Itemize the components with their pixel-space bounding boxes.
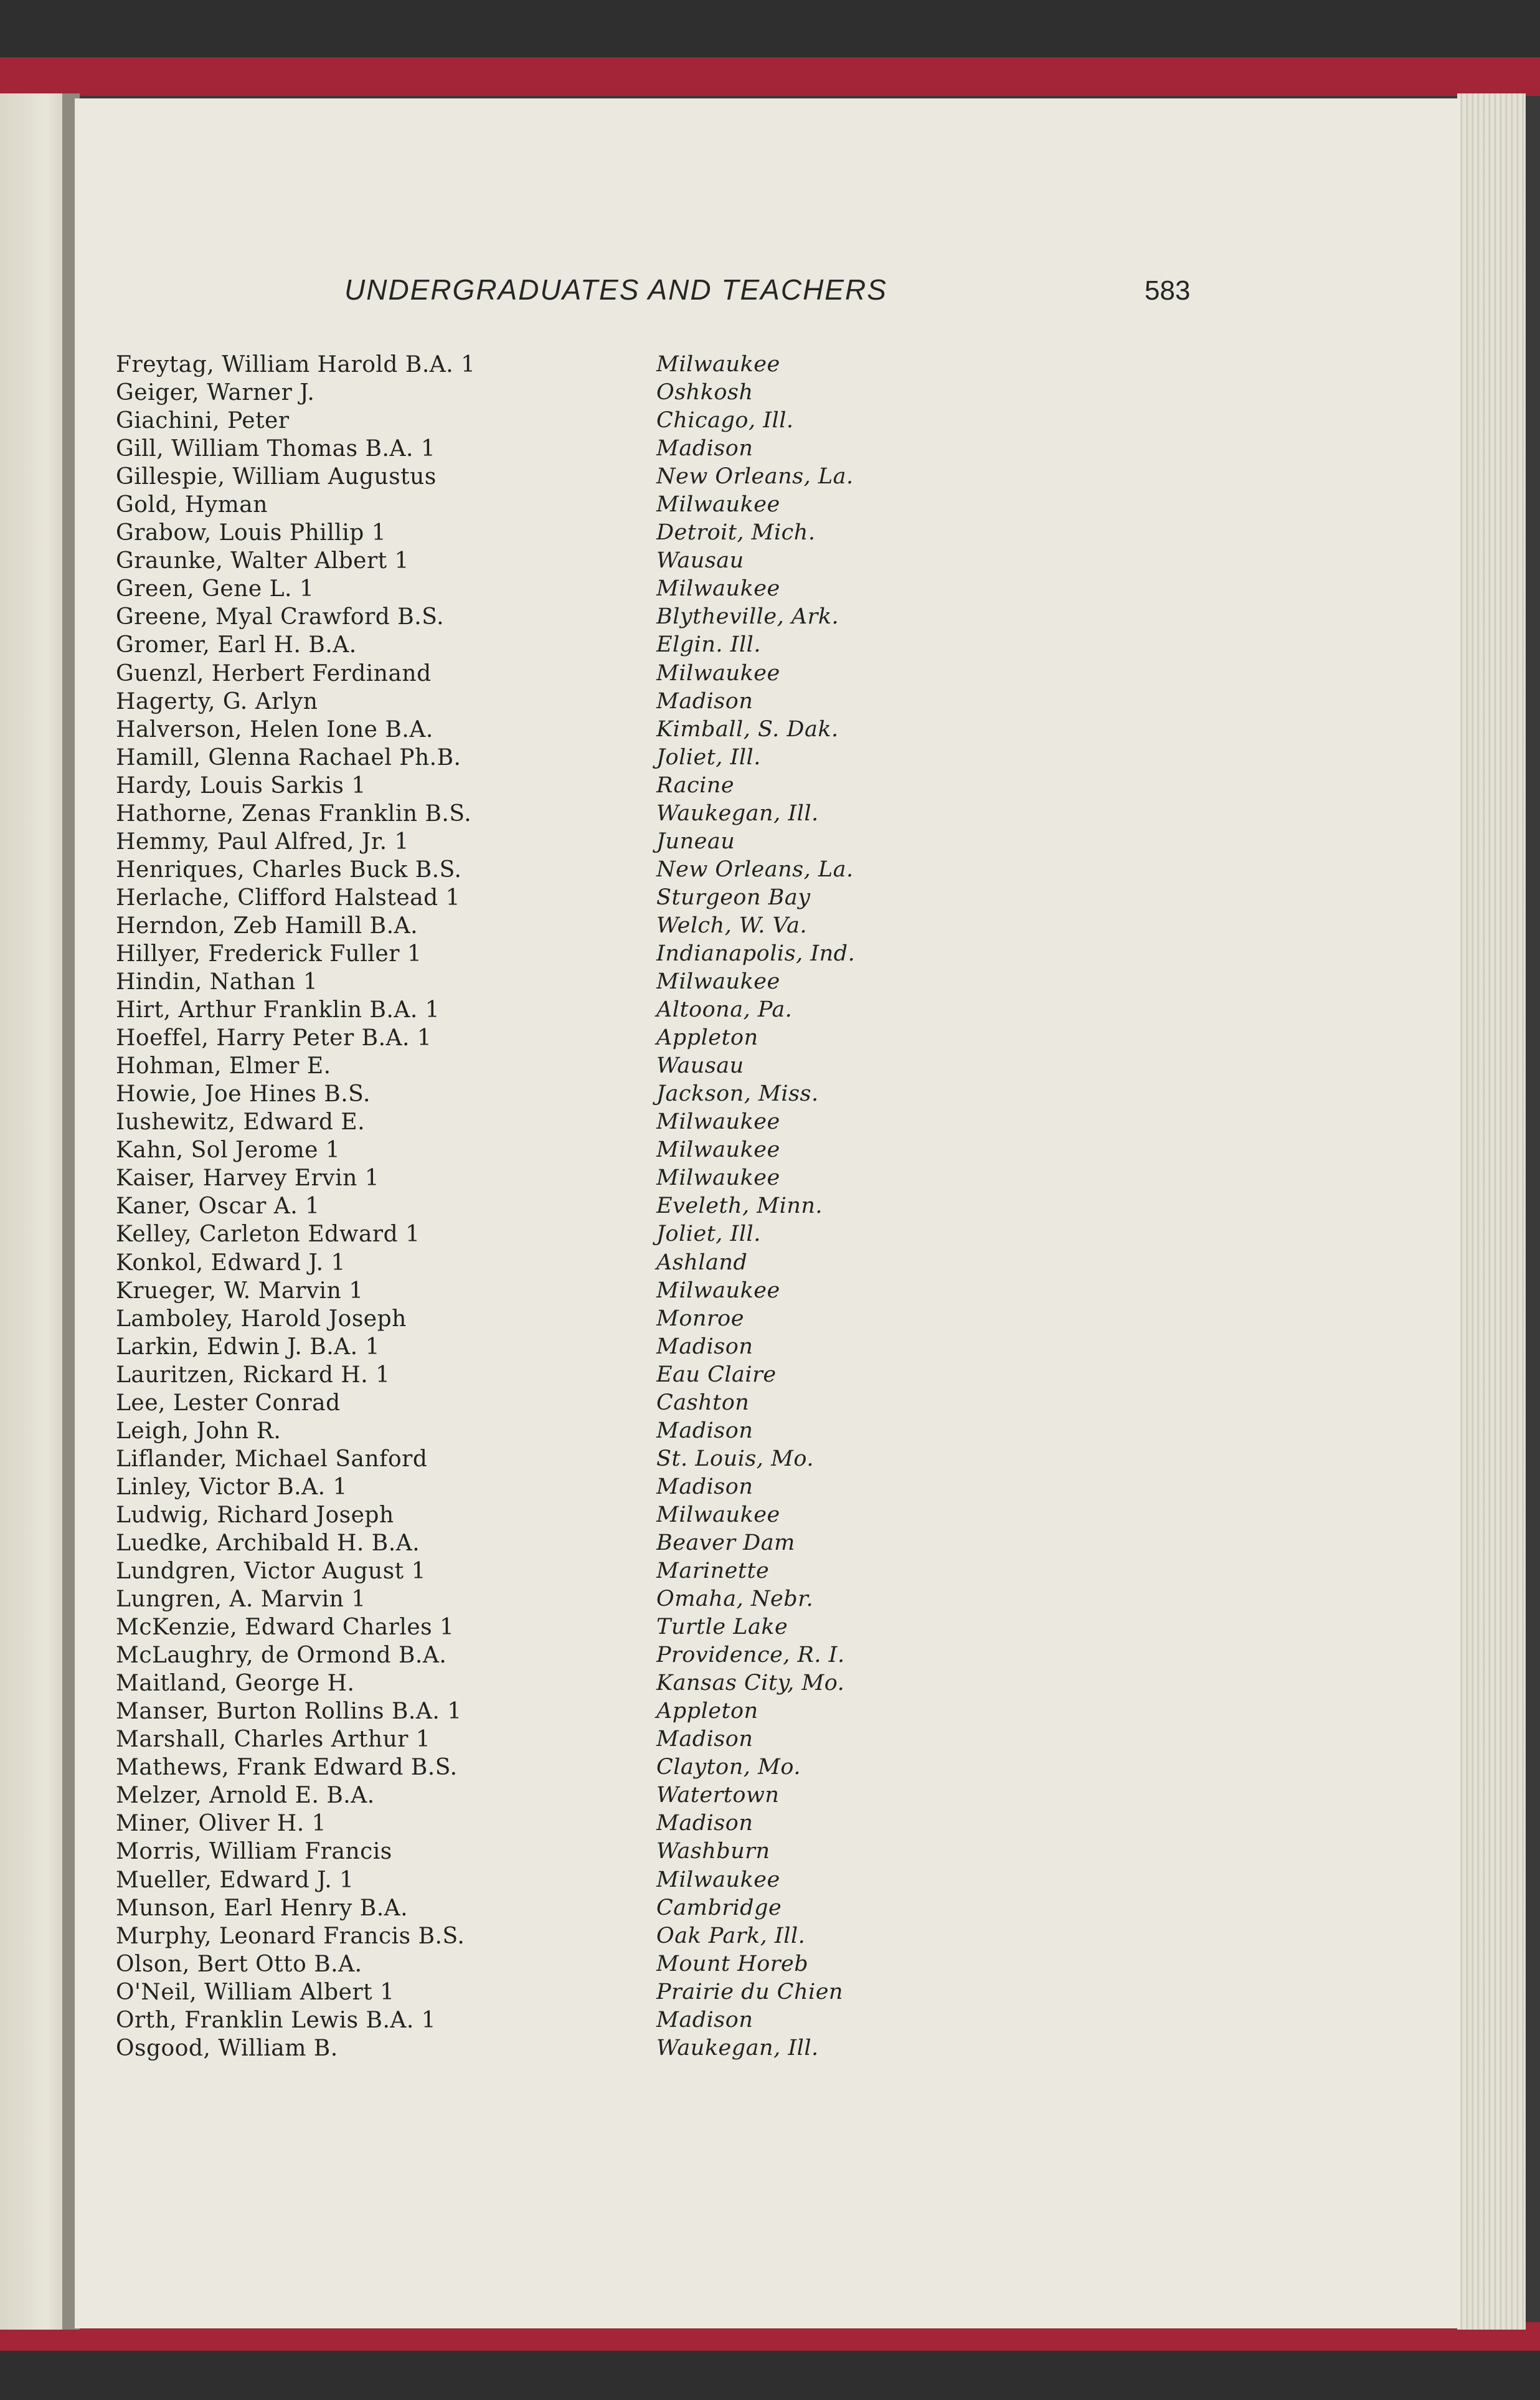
background-bottom [0, 2344, 1540, 2400]
entry-place: St. Louis, Mo. [656, 1446, 814, 1471]
entry-place: Ashland [656, 1250, 748, 1275]
list-item [116, 1305, 925, 1333]
list-item [116, 1136, 925, 1164]
list-item [116, 996, 925, 1024]
entry-name: Mueller, Edward J. 1 [116, 1867, 354, 1893]
list-item [116, 1249, 925, 1277]
entry-place: Madison [656, 436, 753, 462]
entry-name: McKenzie, Edward Charles 1 [116, 1615, 455, 1641]
entry-name: Orth, Franklin Lewis B.A. 1 [116, 2007, 437, 2033]
entry-place: Madison [656, 688, 753, 714]
entry-place: Prairie du Chien [656, 1979, 843, 2004]
entry-place: Waukegan, Ill. [656, 2035, 819, 2061]
entry-place: Madison [656, 1334, 753, 1359]
entry-place: Milwaukee [656, 1165, 780, 1191]
entry-place: Milwaukee [656, 969, 780, 995]
entry-place: Racine [656, 772, 735, 798]
list-item [116, 407, 925, 435]
entry-name: Olson, Bert Otto B.A. [116, 1951, 362, 1977]
list-item [116, 1501, 925, 1529]
entry-name: Lungren, A. Marvin 1 [116, 1587, 366, 1613]
entry-name: Hoeffel, Harry Peter B.A. 1 [116, 1025, 432, 1051]
list-item [116, 1641, 925, 1669]
list-item [116, 1725, 925, 1753]
entry-name: Geiger, Warner J. [116, 380, 315, 406]
entry-name: Lauritzen, Rickard H. 1 [116, 1362, 390, 1388]
entry-name: Luedke, Archibald H. B.A. [116, 1530, 420, 1556]
list-item [116, 1781, 925, 1809]
entry-place: Altoona, Pa. [656, 997, 793, 1023]
list-item [116, 519, 925, 547]
list-item [116, 1950, 925, 1978]
entry-place: Monroe [656, 1306, 744, 1331]
entry-name: Giachini, Peter [116, 408, 290, 434]
entry-place: Appleton [656, 1699, 758, 1724]
list-item [116, 1978, 925, 2006]
entry-name: Melzer, Arnold E. B.A. [116, 1783, 375, 1809]
list-item [116, 2034, 925, 2062]
entry-name: Gill, William Thomas B.A. 1 [116, 436, 436, 462]
entry-place: New Orleans, La. [656, 464, 854, 490]
list-item [116, 1445, 925, 1473]
entry-place: Milwaukee [656, 1109, 780, 1135]
entry-place: Milwaukee [656, 576, 780, 602]
entry-place: Chicago, Ill. [656, 408, 794, 434]
entry-place: Elgin. Ill. [656, 632, 761, 658]
entry-place: Providence, R. I. [656, 1643, 845, 1668]
list-item [116, 800, 925, 828]
entry-name: Hardy, Louis Sarkis 1 [116, 772, 366, 799]
entry-name: Munson, Earl Henry B.A. [116, 1895, 409, 1921]
entry-place: Milwaukee [656, 492, 780, 518]
page-stack-edges [1457, 93, 1526, 2330]
entry-place: Juneau [656, 828, 735, 854]
entry-place: Kansas City, Mo. [656, 1671, 845, 1696]
entry-name: Greene, Myal Crawford B.S. [116, 604, 445, 630]
list-item [116, 351, 925, 379]
entry-name: Herndon, Zeb Hamill B.A. [116, 913, 418, 939]
list-item [116, 1220, 925, 1248]
entry-name: Kaner, Oscar A. 1 [116, 1193, 320, 1220]
list-item [116, 744, 925, 772]
list-item [116, 631, 925, 659]
list-item [116, 940, 925, 968]
entry-name: Hemmy, Paul Alfred, Jr. 1 [116, 828, 409, 855]
entry-name: Howie, Joe Hines B.S. [116, 1081, 371, 1108]
entry-name: Lamboley, Harold Joseph [116, 1306, 407, 1332]
list-item [116, 1080, 925, 1108]
entry-place: Beaver Dam [656, 1530, 795, 1555]
list-item [116, 1052, 925, 1080]
entry-name: Morris, William Francis [116, 1839, 392, 1865]
list-item [116, 660, 925, 688]
entry-place: Joliet, Ill. [656, 1221, 761, 1247]
book-cover-top-edge [0, 57, 1540, 96]
entry-place: Milwaukee [656, 352, 780, 377]
list-item [116, 912, 925, 940]
entry-place: Milwaukee [656, 1502, 780, 1527]
list-item [116, 1809, 925, 1838]
entry-place: Wausau [656, 1053, 744, 1079]
entry-place: Clayton, Mo. [656, 1755, 801, 1780]
entry-name: Freytag, William Harold B.A. 1 [116, 352, 476, 377]
entry-place: Madison [656, 1727, 753, 1752]
entry-name: Graunke, Walter Albert 1 [116, 548, 409, 574]
entry-place: Oak Park, Ill. [656, 1923, 806, 1948]
list-item [116, 1669, 925, 1697]
entry-name: Hillyer, Frederick Fuller 1 [116, 941, 422, 967]
list-item [116, 772, 925, 800]
entry-name: Green, Gene L. 1 [116, 576, 314, 602]
list-item [116, 1024, 925, 1052]
list-item [116, 491, 925, 519]
entry-place: Cambridge [656, 1895, 782, 1920]
list-item [116, 1164, 925, 1192]
entry-place: Joliet, Ill. [656, 744, 761, 770]
entry-place: Eveleth, Minn. [656, 1193, 823, 1219]
entry-name: Henriques, Charles Buck B.S. [116, 856, 462, 883]
entry-name: Hindin, Nathan 1 [116, 969, 318, 995]
entry-place: Welch, W. Va. [656, 913, 808, 938]
list-item [116, 1585, 925, 1613]
entry-name: Konkol, Edward J. 1 [116, 1250, 346, 1276]
entry-name: Lee, Lester Conrad [116, 1390, 341, 1416]
list-item [116, 1389, 925, 1417]
list-item [116, 884, 925, 912]
list-item [116, 603, 925, 631]
entry-place: Marinette [656, 1558, 770, 1584]
entry-name: Krueger, W. Marvin 1 [116, 1278, 364, 1304]
entry-name: O'Neil, William Albert 1 [116, 1979, 395, 2005]
entry-name: Manser, Burton Rollins B.A. 1 [116, 1699, 462, 1725]
entry-place: Milwaukee [656, 1137, 780, 1163]
entry-place: Detroit, Mich. [656, 520, 816, 546]
entry-name: Hirt, Arthur Franklin B.A. 1 [116, 997, 440, 1023]
entry-name: Marshall, Charles Arthur 1 [116, 1727, 431, 1753]
entry-place: Sturgeon Bay [656, 885, 811, 910]
entry-name: Herlache, Clifford Halstead 1 [116, 885, 460, 911]
list-item [116, 1866, 925, 1894]
list-item [116, 1529, 925, 1557]
entry-place: Omaha, Nebr. [656, 1587, 814, 1612]
entry-place: Oshkosh [656, 380, 753, 406]
entry-name: Miner, Oliver H. 1 [116, 1811, 327, 1837]
entry-place: Milwaukee [656, 1867, 780, 1892]
entry-place: Cashton [656, 1390, 750, 1415]
list-item [116, 1333, 925, 1361]
entry-place: New Orleans, La. [656, 856, 854, 882]
list-item [116, 575, 925, 603]
list-item [116, 1753, 925, 1781]
entry-name: McLaughry, de Ormond B.A. [116, 1643, 447, 1669]
entry-name: Kahn, Sol Jerome 1 [116, 1137, 341, 1164]
entry-place: Blytheville, Ark. [656, 604, 839, 630]
list-item [116, 1361, 925, 1389]
list-item [116, 1417, 925, 1445]
page-number: 583 [1145, 275, 1191, 306]
entry-place: Madison [656, 1811, 753, 1836]
list-item [116, 1557, 925, 1585]
entry-place: Madison [656, 1474, 753, 1499]
entry-name: Hagerty, G. Arlyn [116, 688, 318, 714]
entry-name: Gillespie, William Augustus [116, 464, 437, 490]
entry-name: Hathorne, Zenas Franklin B.S. [116, 800, 472, 827]
entry-name: Guenzl, Herbert Ferdinand [116, 660, 432, 686]
entry-place: Madison [656, 2007, 753, 2032]
entry-name: Mathews, Frank Edward B.S. [116, 1755, 458, 1781]
entry-name: Hohman, Elmer E. [116, 1053, 331, 1079]
entry-name: Kaiser, Harvey Ervin 1 [116, 1165, 380, 1192]
list-item [116, 856, 925, 884]
list-item [116, 1192, 925, 1220]
entry-name: Larkin, Edwin J. B.A. 1 [116, 1334, 380, 1360]
entry-name: Osgood, William B. [116, 2035, 338, 2061]
entry-place: Appleton [656, 1025, 758, 1051]
entry-place: Waukegan, Ill. [656, 800, 819, 826]
entry-name: Kelley, Carleton Edward 1 [116, 1221, 420, 1248]
entry-place: Wausau [656, 548, 744, 574]
entry-name: Leigh, John R. [116, 1418, 281, 1444]
entry-name: Grabow, Louis Phillip 1 [116, 520, 387, 546]
list-item [116, 547, 925, 575]
list-item [116, 968, 925, 996]
list-item [116, 716, 925, 744]
entry-place: Jackson, Miss. [656, 1081, 819, 1107]
entry-name: Gromer, Earl H. B.A. [116, 632, 357, 658]
list-item [116, 1473, 925, 1501]
entry-name: Linley, Victor B.A. 1 [116, 1474, 347, 1500]
entry-place: Eau Claire [656, 1362, 777, 1387]
list-item [116, 1922, 925, 1950]
list-item [116, 435, 925, 463]
entry-place: Indianapolis, Ind. [656, 941, 856, 966]
entry-place: Turtle Lake [656, 1615, 788, 1640]
list-item [116, 1613, 925, 1641]
entry-place: Madison [656, 1418, 753, 1443]
list-item [116, 463, 925, 491]
list-item [116, 1838, 925, 1866]
entry-place: Mount Horeb [656, 1951, 809, 1976]
entry-name: Gold, Hyman [116, 492, 268, 518]
entry-name: Lundgren, Victor August 1 [116, 1558, 426, 1585]
entry-name: Iushewitz, Edward E. [116, 1109, 366, 1136]
list-item [116, 1697, 925, 1725]
entry-name: Hamill, Glenna Rachael Ph.B. [116, 744, 461, 771]
entry-place: Watertown [656, 1783, 780, 1808]
entry-place: Milwaukee [656, 1278, 780, 1303]
running-header: UNDERGRADUATES AND TEACHERS [344, 273, 887, 306]
list-item [116, 828, 925, 856]
list-item [116, 2006, 925, 2034]
list-item [116, 688, 925, 716]
entry-name: Ludwig, Richard Joseph [116, 1502, 394, 1528]
entry-place: Washburn [656, 1839, 770, 1864]
list-item [116, 1108, 925, 1136]
entry-name: Maitland, George H. [116, 1671, 355, 1697]
list-item [116, 1894, 925, 1922]
list-item [116, 1277, 925, 1305]
entry-place: Milwaukee [656, 660, 780, 686]
entry-place: Kimball, S. Dak. [656, 716, 839, 742]
entry-name: Halverson, Helen Ione B.A. [116, 716, 433, 742]
directory-list [116, 351, 925, 2062]
list-item [116, 379, 925, 407]
entry-name: Liflander, Michael Sanford [116, 1446, 428, 1472]
entry-name: Murphy, Leonard Francis B.S. [116, 1923, 465, 1949]
